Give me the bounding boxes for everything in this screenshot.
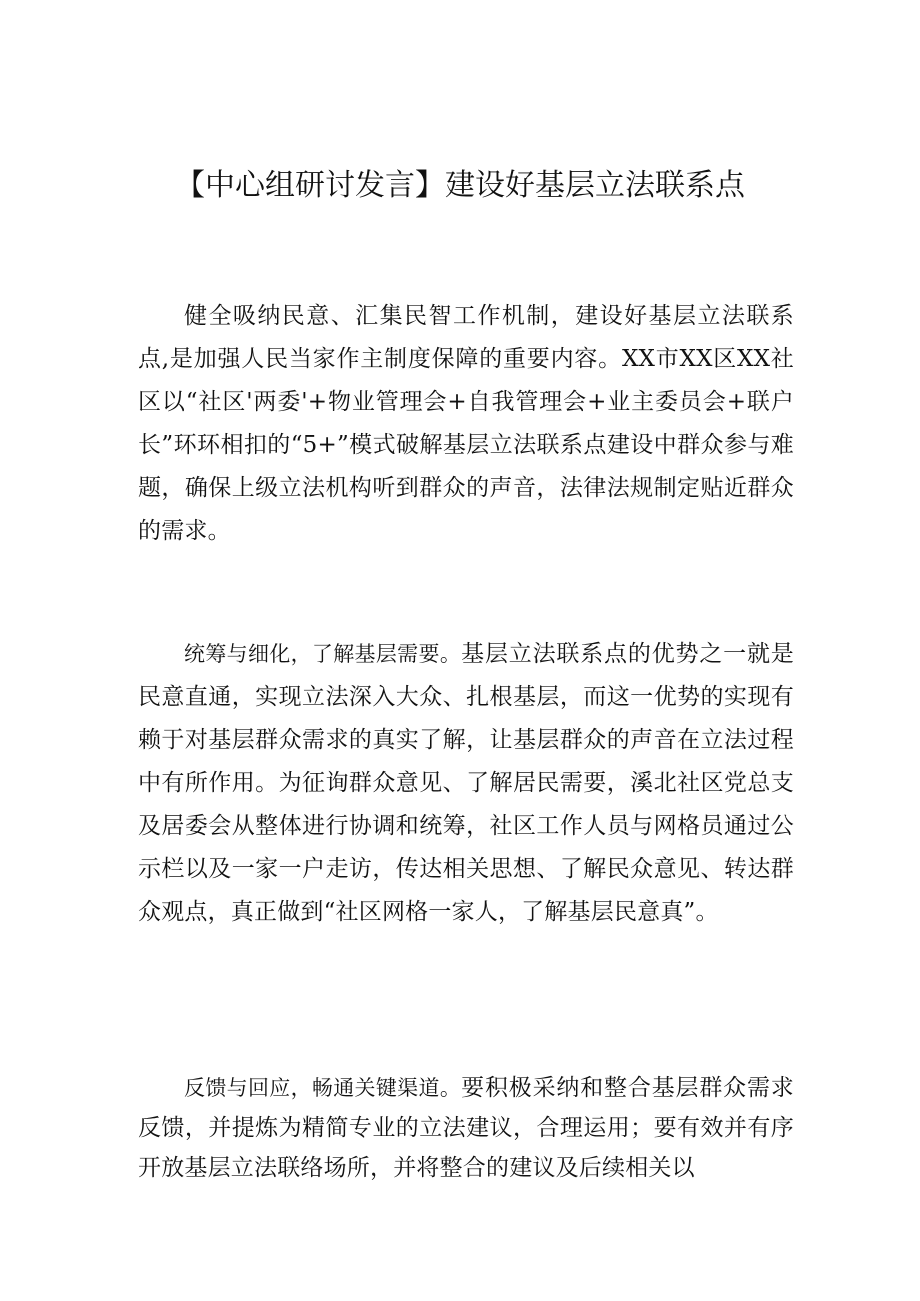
paragraph-feedback: [138, 1068, 794, 1188]
paragraph-intro: [138, 295, 794, 553]
document-title: 【中心组研讨发言】建设好基层立法联系点: [175, 168, 745, 203]
paragraph-lead-heading: 反馈与回应，畅通关键渠道。: [184, 1076, 462, 1100]
paragraph-lead-heading: 统筹与细化，了解基层需要。: [184, 642, 462, 666]
paragraph-coordination: [138, 633, 794, 934]
paragraph-body: 基层立法联系点的优势之一就是民意直通，实现立法深入大众、扎根基层，而这一优势的实现有赖于对基层群众需求的真实了解，让基层群众的声音在立法过程中有所作用。为征询群众意见、了解居民需要，溪北社区党总支及居委会从整体进行协调和统筹，社区工作人员与网格员通过公示栏以及一家一户走访，传达相关思想、了解民众意见、转达群众观点，真正做到“社区网格一家人，了解基层民意真”。: [138, 641, 794, 925]
paragraph-body: 健全吸纳民意、汇集民智工作机制，建设好基层立法联系点,是加强人民当家作主制度保障的重要内容。XX市XX区XX社区以“社区'两委'+物业管理会+自我管理会+业主委员会+联户长”环环相扣的“5+”模式破解基层立法联系点建设中群众参与难题，确保上级立法机构听到群众的声音，法律法规制定贴近群众的需求。: [138, 303, 794, 544]
paragraph-body: 要积极采纳和整合基层群众需求反馈，并提炼为精简专业的立法建议，合理运用；要有效并有序开放基层立法联络场所，并将整合的建议及后续相关以: [138, 1075, 794, 1181]
